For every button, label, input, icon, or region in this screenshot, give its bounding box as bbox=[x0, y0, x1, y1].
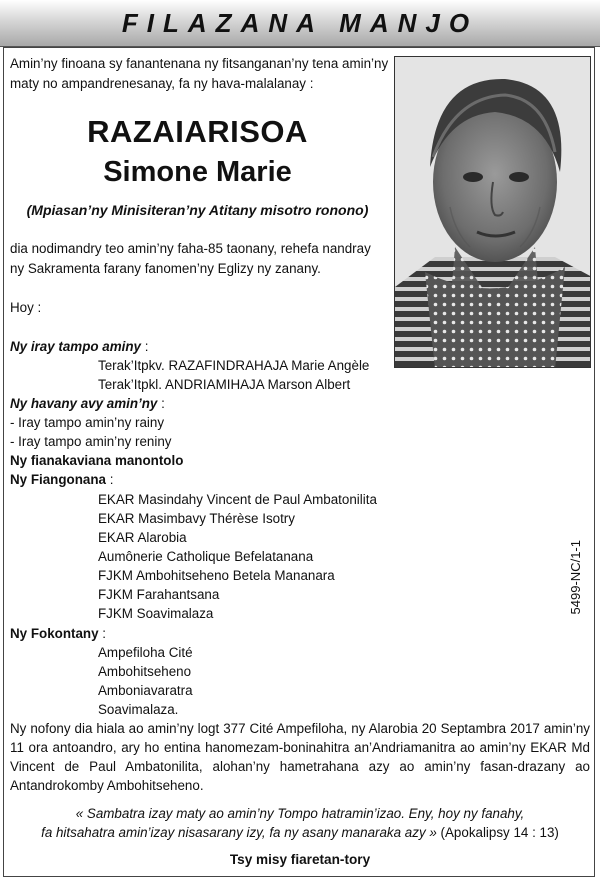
closing-line: Tsy misy fiaretan-tory bbox=[229, 852, 371, 867]
portrait-photo-icon bbox=[395, 57, 591, 368]
intro-line-1: Amin’ny finoana sy fanantenana ny fitsanganan’ny tena amin’ny bbox=[10, 56, 389, 71]
children-heading bbox=[10, 337, 148, 356]
quote-line-2-wrap bbox=[10, 823, 590, 842]
deceased-surname: RAZAIARISOA bbox=[87, 114, 308, 149]
deceased-title: (Mpiasan’ny Minisiteran’ny Atitany misotro ronono) bbox=[26, 202, 369, 218]
fokontany-heading bbox=[10, 624, 106, 643]
quote-line-1: « Sambatra izay maty ao amin’ny Tompo hatramin’izao. Eny, hoy ny fanahy, bbox=[75, 806, 525, 821]
church-heading bbox=[10, 470, 113, 489]
hoy-label: Hoy : bbox=[10, 300, 42, 315]
quote-line-2: fa hitsahatra amin’izay nisasarany izy, fa ny asany manaraka azy » bbox=[41, 825, 437, 840]
fokontany-colon: : bbox=[98, 626, 106, 641]
reference-code: 5499-NC/1-1 bbox=[568, 540, 583, 615]
church-6: FJKM Farahantsana bbox=[98, 587, 220, 602]
family-label: Ny havany avy amin’ny bbox=[10, 396, 158, 411]
church-3: EKAR Alarobia bbox=[98, 530, 187, 545]
child-2: Terak’Itpkl. ANDRIAMIHAJA Marson Albert bbox=[98, 377, 351, 392]
fokontany-2: Ambohitseheno bbox=[98, 664, 192, 679]
church-colon: : bbox=[105, 472, 114, 487]
children-label: Ny iray tampo aminy bbox=[10, 339, 141, 354]
church-4: Aumônerie Catholique Befelatanana bbox=[98, 549, 314, 564]
fokontany-1: Ampefiloha Cité bbox=[98, 645, 193, 660]
church-5: FJKM Ambohitseheno Betela Mananara bbox=[98, 568, 335, 583]
church-7: FJKM Soavimalaza bbox=[98, 606, 214, 621]
funeral-line-3: Vincent de Paul Ambatonilita, alohan’ny hametrahana azy ao amin’ny fasan-drazany ao bbox=[10, 759, 590, 774]
fokontany-4: Soavimalaza. bbox=[98, 702, 179, 717]
family-2: - Iray tampo amin’ny reniny bbox=[10, 434, 172, 449]
quote-reference: (Apokalipsy 14 : 13) bbox=[436, 825, 559, 840]
fokontany-3: Amboniavaratra bbox=[98, 683, 193, 698]
deceased-given-names: Simone Marie bbox=[103, 156, 292, 188]
portrait-photo bbox=[394, 56, 591, 368]
family-1: - Iray tampo amin’ny rainy bbox=[10, 415, 165, 430]
intro-line-2: maty no ampandrenesanay, fa ny hava-malalanay : bbox=[10, 76, 314, 91]
child-1: Terak’Itpkv. RAZAFINDRAHAJA Marie Angèle bbox=[98, 358, 370, 373]
header-banner bbox=[0, 0, 600, 47]
funeral-line-2: 11 ora antoandro, ary ho entina hanomezam-boninahitra an’Andriamanitra ao amin’ny EKAR Md bbox=[10, 740, 590, 755]
death-line-2: ny Sakramenta farany fanomen’ny Eglizy ny zanany. bbox=[10, 261, 321, 276]
fokontany-label: Ny Fokontany bbox=[10, 626, 99, 641]
children-colon: : bbox=[140, 339, 149, 354]
church-2: EKAR Masimbavy Thérèse Isotry bbox=[98, 511, 295, 526]
notice-title: FILAZANA MANJO bbox=[121, 8, 479, 38]
church-1: EKAR Masindahy Vincent de Paul Ambatonilita bbox=[98, 492, 377, 507]
funeral-line-1: Ny nofony dia hiala ao amin’ny logt 377 Cité Ampefiloha, ny Alarobia 20 Septambra 2017 amin’ny bbox=[10, 721, 590, 736]
family-heading bbox=[10, 394, 165, 413]
funeral-line-4: Antandrokomby Ambohitseheno. bbox=[10, 778, 204, 793]
death-line-1: dia nodimandry teo amin’ny faha-85 taonany, rehefa nandray bbox=[10, 241, 371, 256]
friends-heading: Ny fianakaviana manontolo bbox=[10, 453, 184, 468]
church-label: Ny Fiangonana bbox=[10, 472, 106, 487]
family-colon: : bbox=[157, 396, 165, 411]
